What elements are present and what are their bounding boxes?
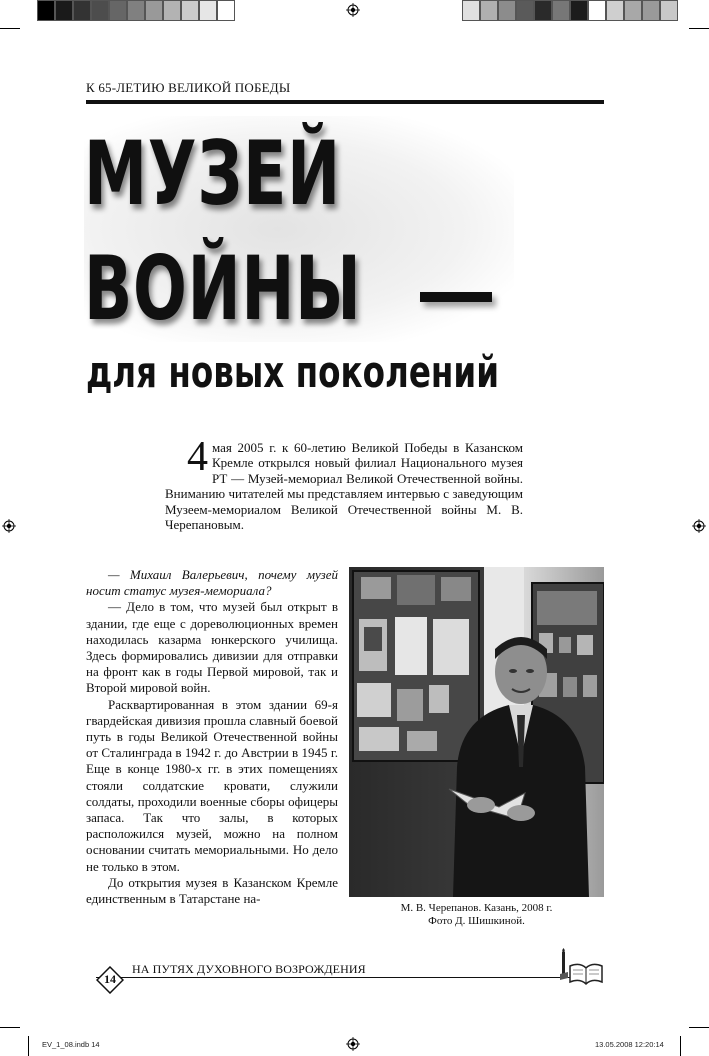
crop-mark [680,1036,681,1056]
slug-file: EV_1_08.indb 14 [42,1040,100,1049]
book-candle-icon [556,948,606,988]
lead-text: мая 2005 г. к 60-летию Великой Победы в Казанском Кремле открылся новый филиал Национального музея РТ — Музей-мемориал Великой Отечественной войны. Вниманию читателей мы представляем интервью с заведующим Музеем-мемориалом Великой Отечественной войны М. В. Черепановым. [165,440,523,533]
color-swatch [91,0,109,21]
color-swatch [480,0,498,21]
body-paragraph: Расквартированная в этом здании 69-я гвардейская дивизия прошла славный боевой путь в годы Великой Отечественной войны от Сталинграда в 1942 г. до Австрии в 1945 г. Еще в конце 1980-х гг. в этих помещениях стояли солдатские кровати, служили солдаты, проходили военные сборы офицеры запаса. Так что залы, в которых расположился музей, можно на полном основании считать мемориальными. Но дело не только в этом. [86,696,338,874]
color-swatch [109,0,127,21]
registration-mark-icon [692,519,706,533]
photo-caption [349,902,604,928]
color-swatch [498,0,516,21]
crop-mark [0,1027,20,1028]
interview-question: — Михаил Валерьевич, почему музей носит статус музея-мемориала? [86,567,338,599]
caption-line-1: М. В. Черепанов. Казань, 2008 г. [400,902,553,914]
title-dash [420,292,492,302]
footer-rule [96,977,590,978]
color-swatch [552,0,570,21]
color-bar-left [37,0,235,21]
registration-mark-icon [346,1037,360,1051]
color-swatch [588,0,606,21]
photo-illustration [349,567,604,897]
slug-date: 13.05.2008 12:20:14 [595,1040,664,1049]
header-rule [86,100,604,104]
lead-paragraph [165,434,523,533]
caption-line-2: Фото Д. Шишкиной. [428,915,525,927]
body-paragraph: — Дело в том, что музей был открыт в здании, где еще с дореволюционных времен находилась казарма юнкерского училища. Здесь формировались дивизии для отправки на фронт как в годы Первой мировой, так и Второй мировой войн. [86,599,338,696]
color-swatch [145,0,163,21]
article-body [86,567,338,907]
running-title: НА ПУТЯХ ДУХОВНОГО ВОЗРОЖДЕНИЯ [132,962,366,976]
color-swatch [462,0,480,21]
color-bar-right [462,0,678,21]
registration-mark-icon [2,519,16,533]
color-swatch [217,0,235,21]
color-swatch [624,0,642,21]
body-paragraph: До открытия музея в Казанском Кремле единственным в Татарстане на- [86,874,338,907]
page-number: 14 [104,972,116,986]
drop-cap: 4 [187,434,208,480]
color-swatch [37,0,55,21]
museum-photo [349,567,604,897]
color-swatch [660,0,678,21]
color-swatch [73,0,91,21]
section-header: К 65-ЛЕТИЮ ВЕЛИКОЙ ПОБЕДЫ [86,80,291,95]
color-swatch [570,0,588,21]
crop-mark [689,1027,709,1028]
color-swatch [55,0,73,21]
color-swatch [199,0,217,21]
color-swatch [642,0,660,21]
title-subtitle: для новых поколений [86,347,500,398]
color-swatch [606,0,624,21]
registration-mark-icon [346,3,360,17]
color-swatch [127,0,145,21]
color-swatch [534,0,552,21]
color-swatch [516,0,534,21]
crop-mark [689,28,709,29]
title-line-2: ВОЙНЫ [84,237,362,340]
color-swatch [181,0,199,21]
crop-mark [28,1036,29,1056]
color-swatch [163,0,181,21]
crop-mark [0,28,20,29]
title-line-1: МУЗЕЙ [84,122,341,225]
